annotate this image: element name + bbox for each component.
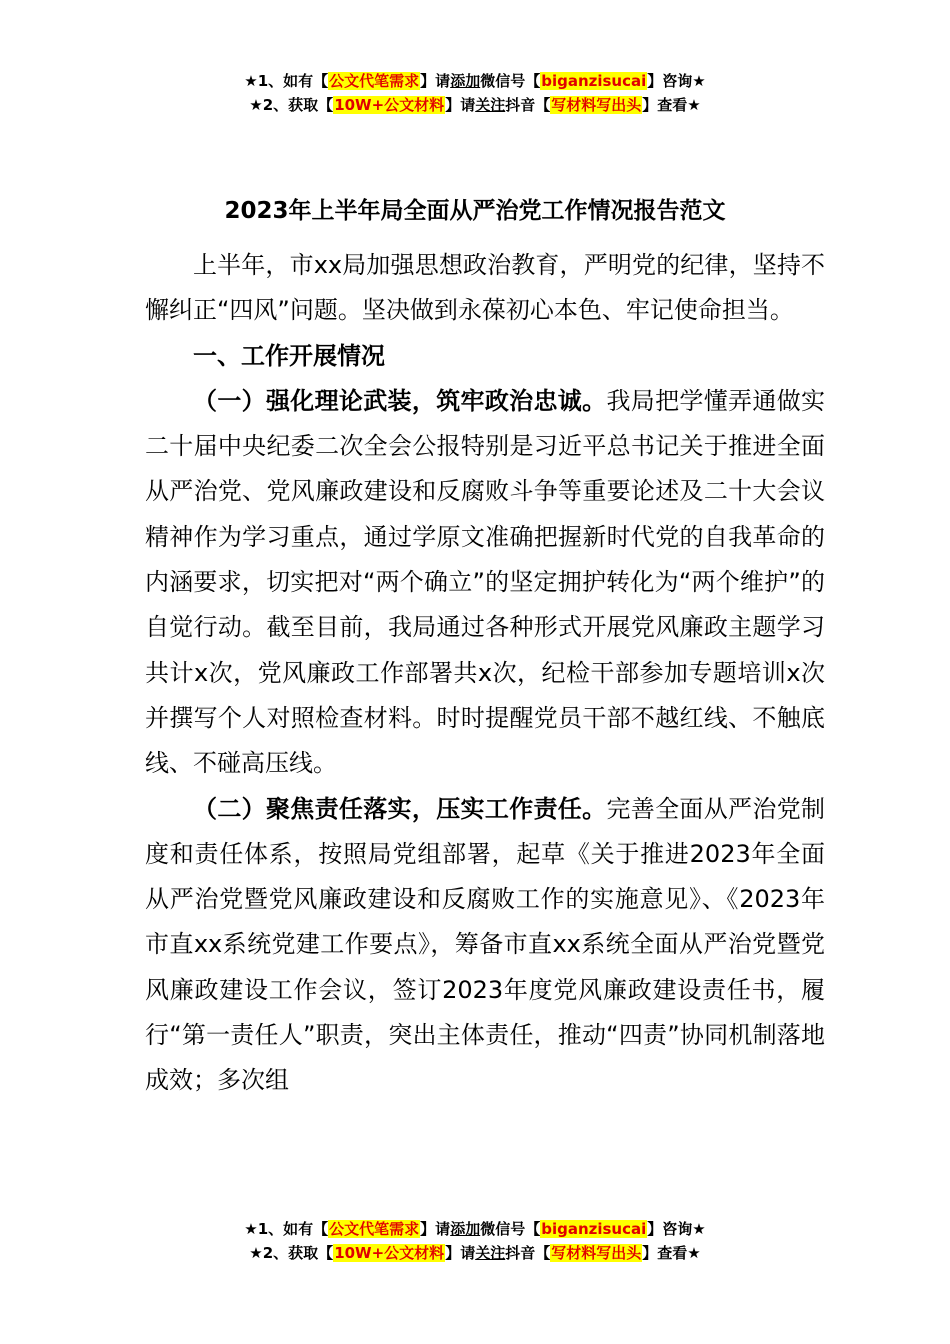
- paragraph-item-2: [145, 787, 825, 1104]
- banner-text: 微信号【: [480, 72, 541, 90]
- banner-text: 】咨询★: [647, 72, 706, 90]
- banner-text: 】查看★: [642, 96, 701, 114]
- paragraph-text: 我局把学懂弄通做实二十届中央纪委二次全会公报特别是习近平总书记关于推进全面从严治党、党风廉政建设和反腐败斗争等重要论述及二十大会议精神作为学习重点，通过学原文准确把握新时代党的自我革命的内涵要求，切实把对“两个确立”的坚定拥护转化为“两个维护”的自觉行动。截至目前，我局通过各种形式开展党风廉政主题学习共计x次，党风廉政工作部署共x次，纪检干部参加专题培训x次并撰写个人对照检查材料。时时提醒党员干部不越红线、不触底线、不碰高压线。: [145, 386, 826, 778]
- banner-underlined-text: 添加: [450, 72, 481, 90]
- paragraph-lead: （二）聚焦责任落实，压实工作责任。: [193, 794, 607, 823]
- paragraph-text: 完善全面从严治党制度和责任体系，按照局党组部署，起草《关于推进2023年全面从严治党暨党风廉政建设和反腐败工作的实施意见》、《2023年市直xx系统党建工作要点》，筹备市直xx系统全面从严治党暨党风廉政建设工作会议，签订2023年度党风廉政建设责任书，履行“第一责任人”职责，突出主体责任，推动“四责”协同机制落地成效；多次组: [145, 794, 826, 1095]
- banner-highlight: 10W+公文材料: [334, 1244, 445, 1262]
- banner-text: 】查看★: [642, 1244, 701, 1262]
- banner-text: 】咨询★: [647, 1220, 706, 1238]
- footer-banner: [0, 1217, 950, 1265]
- document-title: 2023年上半年局全面从严治党工作情况报告范文: [224, 198, 726, 224]
- paragraph-item-1: [145, 379, 825, 787]
- paragraph-lead: （一）强化理论武装，筑牢政治忠诚。: [193, 386, 607, 415]
- banner-highlight: biganzisucai: [541, 1220, 647, 1238]
- banner-underlined-text: 关注: [475, 1244, 506, 1262]
- banner-text: 】请: [420, 1220, 451, 1238]
- banner-highlight: 10W+公文材料: [334, 96, 445, 114]
- section-heading: 一、工作开展情况: [193, 341, 385, 370]
- document-body: [145, 243, 825, 1104]
- banner-text: ★2、获取【: [249, 96, 334, 114]
- banner-text: 抖音【: [505, 1244, 551, 1262]
- banner-line-1: [0, 1217, 950, 1241]
- banner-line-1: [0, 69, 950, 93]
- banner-text: 微信号【: [480, 1220, 541, 1238]
- banner-text: 】请: [445, 96, 476, 114]
- banner-text: 】请: [420, 72, 451, 90]
- banner-highlight: 公文代笔需求: [329, 1220, 420, 1238]
- intro-paragraph: 上半年，市xx局加强思想政治教育，严明党的纪律，坚持不懈纠正“四风”问题。坚决做到永葆初心本色、牢记使命担当。: [145, 251, 825, 325]
- banner-text: 】请: [445, 1244, 476, 1262]
- header-banner: [0, 69, 950, 117]
- banner-line-2: [0, 1241, 950, 1265]
- banner-line-2: [0, 93, 950, 117]
- banner-text: ★2、获取【: [249, 1244, 334, 1262]
- banner-text: ★1、如有【: [244, 72, 329, 90]
- banner-highlight: 写材料写出头: [551, 1244, 642, 1262]
- banner-highlight: biganzisucai: [541, 72, 647, 90]
- banner-text: ★1、如有【: [244, 1220, 329, 1238]
- banner-highlight: 写材料写出头: [551, 96, 642, 114]
- banner-text: 抖音【: [505, 96, 551, 114]
- banner-underlined-text: 关注: [475, 96, 506, 114]
- banner-underlined-text: 添加: [450, 1220, 481, 1238]
- banner-highlight: 公文代笔需求: [329, 72, 420, 90]
